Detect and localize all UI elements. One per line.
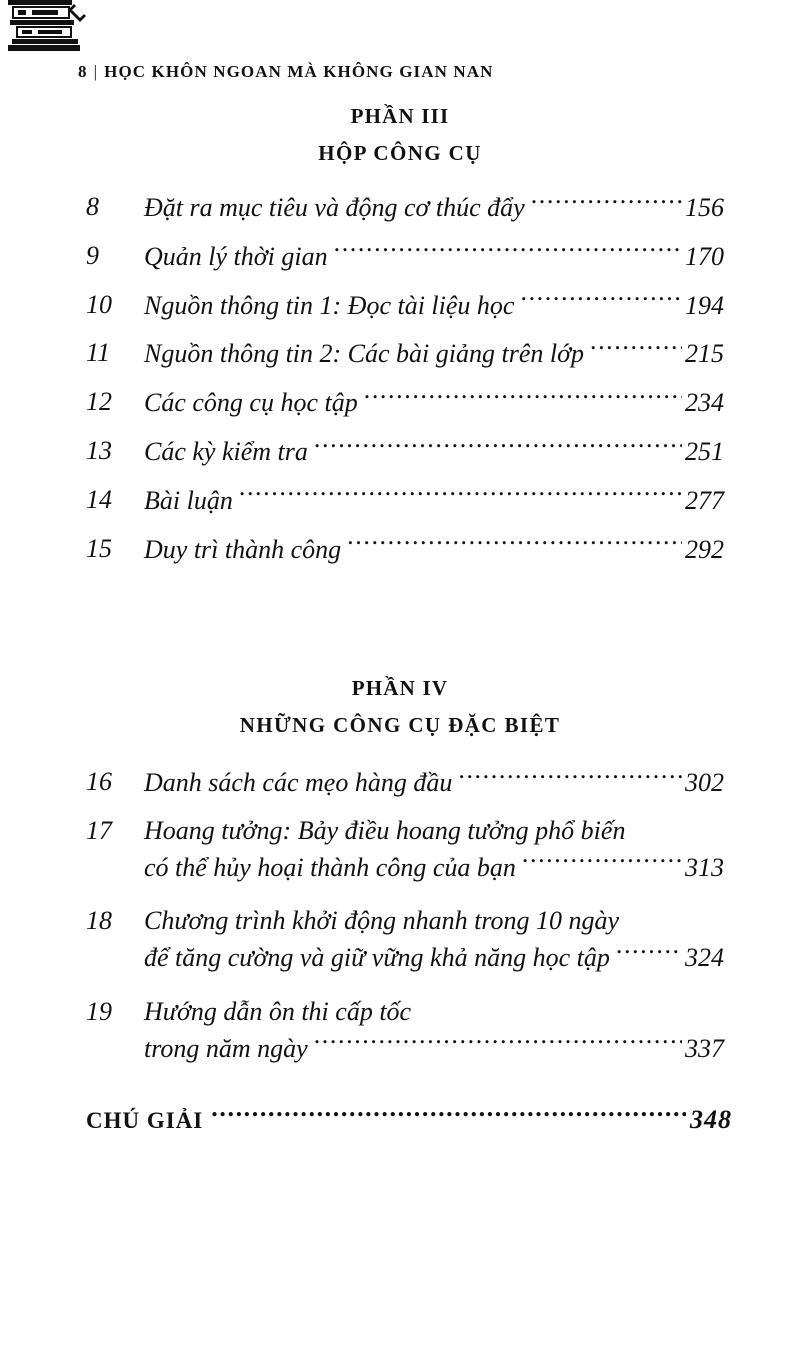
page-number: 156	[685, 193, 724, 222]
page-number: 234	[685, 388, 724, 418]
page-number: 170	[685, 241, 724, 271]
chapter-title: Đặt ra mục tiêu và động cơ thúc đẩy	[144, 193, 525, 222]
list-item[interactable]	[78, 434, 724, 469]
chapter-number: 11	[86, 338, 111, 368]
chapter-number: 8	[86, 192, 99, 221]
list-item[interactable]	[78, 532, 724, 567]
chapter-number: 18	[86, 906, 112, 936]
stacked-books-icon	[8, 0, 100, 56]
toc-entry-glossary[interactable]	[78, 1105, 732, 1135]
page-number: 348	[690, 1105, 732, 1134]
running-title: HỌC KHÔN NGOAN MÀ KHÔNG GIAN NAN	[104, 62, 494, 81]
part-heading-4	[0, 676, 800, 738]
chapter-number: 14	[86, 484, 112, 514]
dot-leader	[314, 1031, 682, 1057]
list-item[interactable]	[78, 904, 724, 975]
chapter-title: Các công cụ học tập	[144, 388, 358, 418]
folio-rule: |	[93, 62, 99, 81]
chapter-title-line-1: Chương trình khởi động nhanh trong 10 ngày	[144, 906, 620, 936]
list-item[interactable]	[78, 814, 724, 885]
glossary-label: CHÚ GIẢI	[86, 1108, 204, 1133]
chapter-title: Duy trì thành công	[144, 534, 342, 564]
list-item[interactable]	[78, 190, 724, 225]
chapter-number: 17	[86, 815, 112, 845]
toc-list-part-3	[78, 190, 724, 580]
toc-list-part-4	[78, 765, 724, 1086]
list-item[interactable]	[78, 995, 724, 1066]
page-number: 337	[685, 1033, 724, 1063]
dot-leader	[531, 190, 682, 216]
chapter-title: Bài luận	[144, 485, 233, 515]
dot-leader	[314, 434, 682, 460]
dot-leader	[211, 1105, 686, 1128]
chapter-number: 12	[86, 387, 112, 417]
chapter-number: 15	[86, 533, 112, 563]
chapter-title: Nguồn thông tin 1: Đọc tài liệu học	[144, 290, 515, 320]
list-item[interactable]	[78, 288, 724, 323]
dot-leader	[347, 532, 682, 558]
dot-leader	[364, 385, 682, 411]
list-item[interactable]	[78, 336, 724, 371]
chapter-number: 19	[86, 996, 112, 1026]
page-number: 194	[685, 290, 724, 320]
list-item[interactable]	[78, 385, 724, 420]
chapter-title-line-2: có thể hủy hoại thành công của bạn	[144, 852, 516, 882]
dot-leader	[334, 239, 682, 265]
page-header	[0, 0, 800, 100]
part-subtitle: NHỮNG CÔNG CỤ ĐẶC BIỆT	[239, 713, 561, 737]
chapter-number: 10	[86, 289, 112, 319]
list-item[interactable]	[78, 765, 724, 800]
chapter-title-line-1: Hướng dẫn ôn thi cấp tốc	[144, 996, 412, 1026]
chapter-title-line-1: Hoang tưởng: Bảy điều hoang tưởng phổ biến	[144, 815, 626, 845]
chapter-title-line-2: để tăng cường và giữ vững khả năng học tập	[144, 943, 610, 973]
chapter-title: Quản lý thời gian	[144, 241, 328, 271]
dot-leader	[520, 288, 682, 314]
dot-leader	[239, 483, 682, 509]
page-number: 215	[685, 339, 724, 369]
part-subtitle: HỘP CÔNG CỤ	[318, 141, 482, 165]
list-item[interactable]	[78, 483, 724, 518]
chapter-title: Nguồn thông tin 2: Các bài giảng trên lớp	[144, 339, 584, 369]
page-folio: 8	[78, 62, 88, 81]
page-number: 302	[685, 768, 724, 797]
chapter-number: 16	[86, 767, 112, 796]
page-number: 313	[685, 852, 724, 882]
page-number: 277	[685, 485, 724, 515]
dot-leader	[458, 765, 682, 791]
page-number: 292	[685, 534, 724, 564]
page-number: 251	[685, 436, 724, 466]
dot-leader	[616, 940, 682, 966]
dot-leader	[522, 850, 682, 876]
chapter-title: Các kỳ kiểm tra	[144, 436, 308, 466]
part-title: PHẦN IV	[351, 676, 449, 700]
running-head	[78, 62, 494, 82]
part-heading-3	[0, 104, 800, 166]
page-number: 324	[685, 943, 724, 973]
list-item[interactable]	[78, 239, 724, 274]
dot-leader	[590, 336, 682, 362]
chapter-number: 9	[86, 240, 99, 270]
chapter-title-line-2: trong năm ngày	[144, 1033, 308, 1063]
part-title: PHẦN III	[350, 104, 450, 128]
chapter-number: 13	[86, 435, 112, 465]
chapter-title: Danh sách các mẹo hàng đầu	[144, 768, 453, 797]
